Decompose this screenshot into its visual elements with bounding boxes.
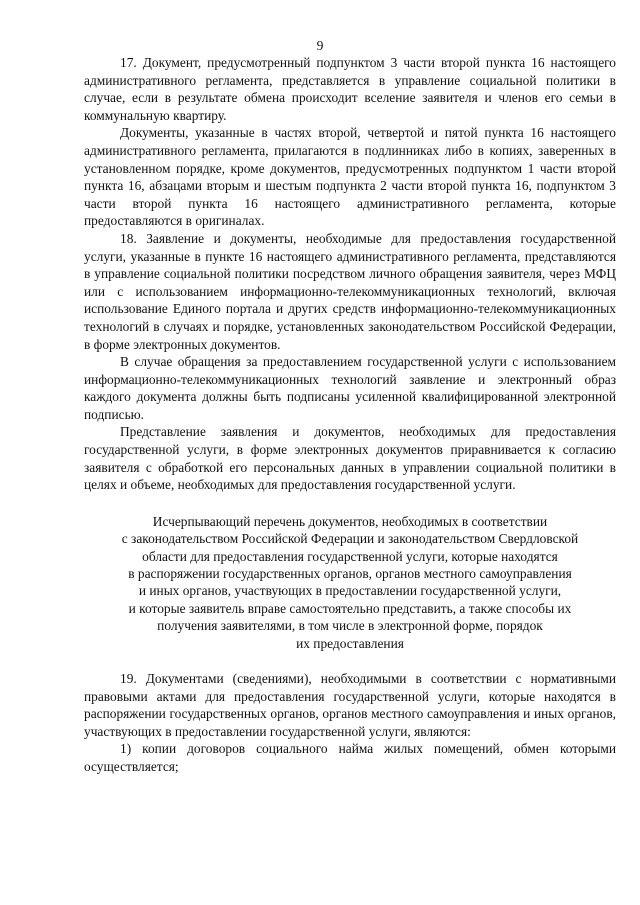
paragraph-19: 19. Документами (сведениями), необходимыми в соответствии с нормативными правовыми актами для предоставления государственной услуги, которые находятся в распоряжении государственных органов, органов местного самоуправления и иных органов, участвующих в предоставлении государственной услуги, являются: [84, 671, 616, 739]
heading-line: и которые заявитель вправе самостоятельно представить, а также способы их [128, 600, 572, 616]
document-body [84, 54, 616, 776]
heading-line: с законодательством Российской Федерации и законодательством Свердловской [121, 531, 579, 547]
heading-line: в распоряжении государственных органов, органов местного самоуправления [128, 566, 572, 582]
paragraph-19-item-1: 1) копии договоров социального найма жилых помещений, обмен которыми осуществляется; [84, 741, 616, 775]
section-heading [84, 513, 616, 652]
paragraph-18: 18. Заявление и документы, необходимые для предоставления государственной услуги, указанные в пункте 16 настоящего административного регламента, представляются в управление социальной политики посредством личного обращения заявителя, через МФЦ или с использованием информационно-телекоммуникационных технологий, включая использование Единого портала и других средств информационно-телекоммуникационных технологий в случаях и порядке, установленных законодательством Российской Федерации, в форме электронных документов. [84, 230, 616, 352]
paragraph-17-documents-originals: Документы, указанные в частях второй, четвертой и пятой пункта 16 настоящего административного регламента, прилагаются в подлинниках либо в копиях, заверенных в установленном порядке, кроме документов, предусмотренных подпунктом 1 части второй пункта 16, абзацами вторым и шестым подпункта 2 части второй пункта 16, подпунктом 3 части второй пункта 16 настоящего административного регламента, которые предоставляются в оригиналах. [84, 125, 616, 229]
heading-line: и иных органов, участвующих в предоставлении государственной услуги, [138, 583, 562, 599]
heading-line: области для предоставления государственной услуги, которые находятся [142, 548, 558, 564]
paragraph-18-electronic-signature: В случае обращения за предоставлением государственной услуги с использованием информационно-телекоммуникационных технологий заявление и электронный образ каждого документа должны быть подписаны усиленной квалифицированной электронной подписью. [84, 354, 616, 422]
heading-line: Исчерпывающий перечень документов, необходимых в соответствии [152, 513, 548, 529]
paragraph-18-personal-data-consent: Представление заявления и документов, необходимых для предоставления государственной услуги, в форме электронных документов приравнивается к согласию заявителя с обработкой его персональных данных в управлении социальной политики в целях и объеме, необходимых для предоставления государственной услуги. [84, 424, 616, 493]
page-number: 9 [316, 38, 324, 53]
paragraph-17: 17. Документ, предусмотренный подпунктом 3 части второй пункта 16 настоящего административного регламента, представляется в управление социальной политики в случае, если в результате обмена происходит вселение заявителя и членов его семьи в коммунальную квартиру. [84, 55, 616, 123]
heading-line: получения заявителями, в том числе в электронной форме, порядок [157, 618, 543, 634]
heading-line: их предоставления [296, 635, 404, 651]
